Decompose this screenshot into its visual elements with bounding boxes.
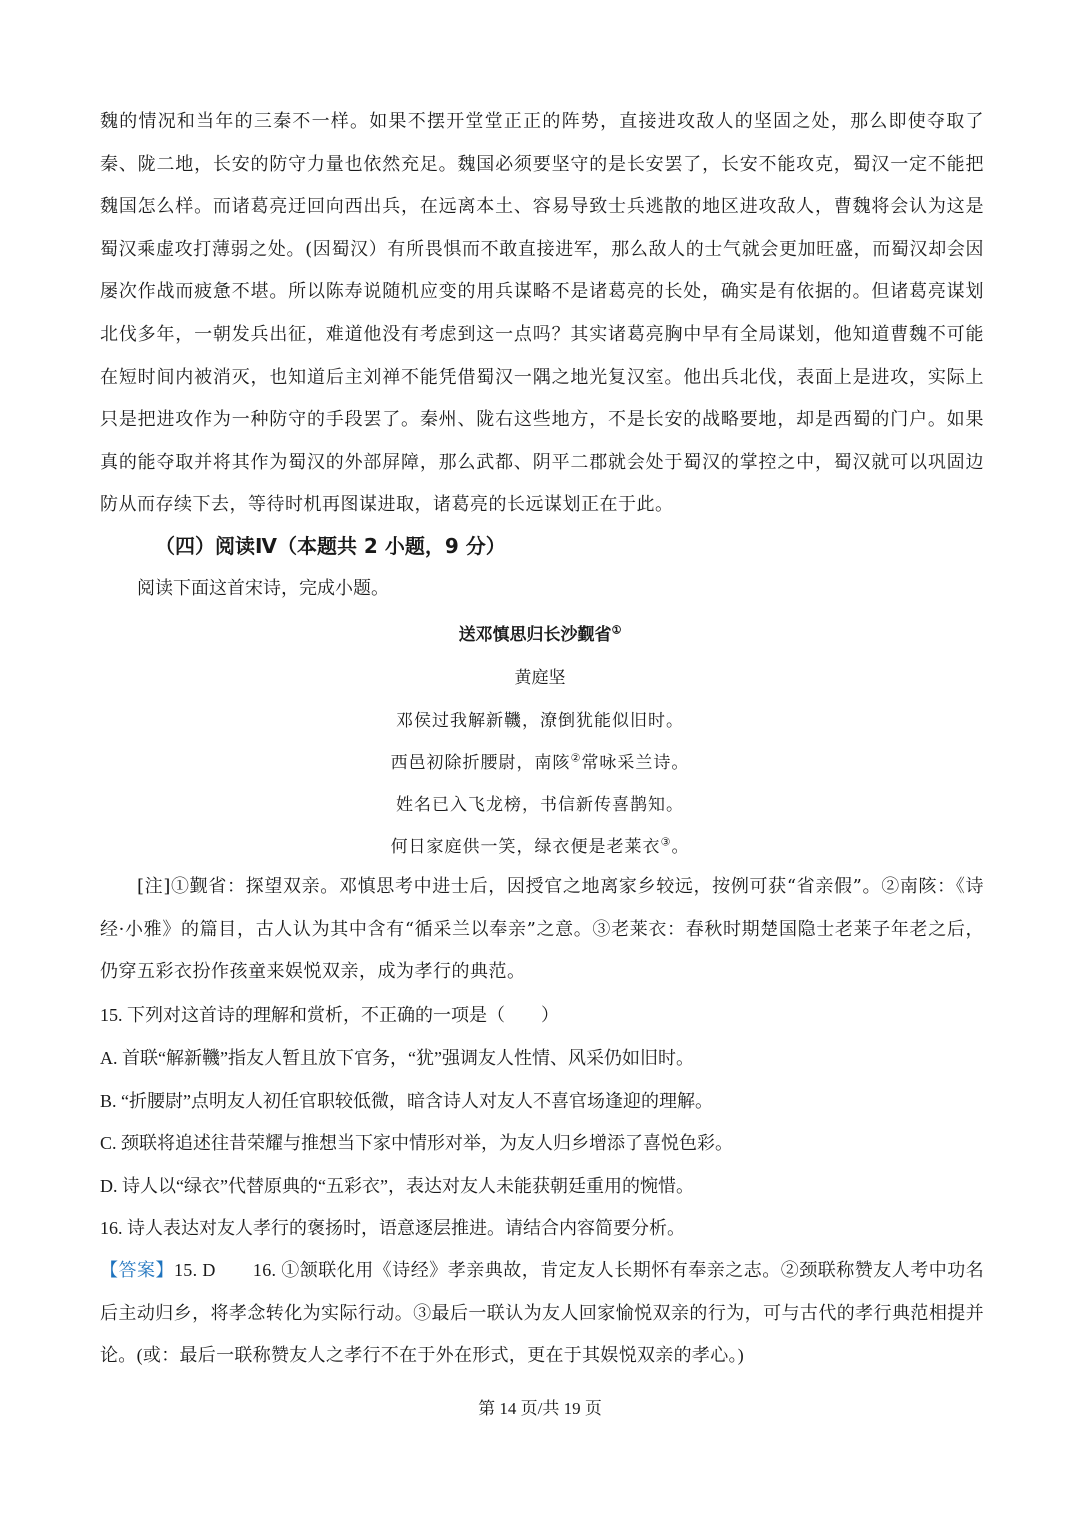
question-15-option-c: C. 颈联将追述往昔荣耀与推想当下家中情形对举，为友人归乡增添了喜悦色彩。 xyxy=(100,1133,734,1153)
answer-tag: 【答案】 xyxy=(100,1260,174,1280)
poem-title: 送邓慎思归长沙觐省① xyxy=(458,623,622,645)
question-15-option-d: D. 诗人以“绿衣”代替原典的“五彩衣”，表达对友人未能获朝廷重用的惋惜。 xyxy=(100,1176,694,1196)
question-16: 16. 诗人表达对友人孝行的褒扬时，语意逐层推进。请结合内容简要分析。 xyxy=(100,1218,685,1238)
poem-title-note-marker: ① xyxy=(611,623,622,637)
poem-line-1: 邓侯过我解新鞿，潦倒犹能似旧时。 xyxy=(396,711,684,731)
poem-author: 黄庭坚 xyxy=(514,668,566,688)
poem-note-marker-2: ② xyxy=(570,751,582,765)
poem-line-4: 何日家庭供一笑，绿衣便是老莱衣③。 xyxy=(390,835,690,857)
answer-block xyxy=(100,1249,984,1377)
passage-text: 魏的情况和当年的三秦不一样。如果不摆开堂堂正正的阵势，直接进攻敌人的坚固之处，那么即使夺取了秦、陇二地，长安的防守力量也依然充足。魏国必须要坚守的是长安罢了，长安不能攻克，蜀汉一定不能把魏国怎么样。而诸葛亮迂回向西出兵，在远离本土、容易导致士兵逃散的地区进攻敌人，曹魏将会认为这是蜀汉乘虚攻打薄弱之处。(因蜀汉）有所畏惧而不敢直接进军，那么敌人的士气就会更加旺盛，而蜀汉却会因屡次作战而疲惫不堪。所以陈寿说随机应变的用兵谋略不是诸葛亮的长处，确实是有依据的。但诸葛亮谋划北伐多年，一朝发兵出征，难道他没有考虑到这一点吗？其实诸葛亮胸中早有全局谋划，他知道曹魏不可能在短时间内被消灭，也知道后主刘禅不能凭借蜀汉一隅之地光复汉室。他出兵北伐，表面上是进攻，实际上只是把进攻作为一种防守的手段罢了。秦州、陇右这些地方，不是长安的战略要地，却是西蜀的门户。如果真的能夺取并将其作为蜀汉的外部屏障，那么武都、阴平二郡就会处于蜀汉的掌控之中，蜀汉就可以巩固边防从而存续下去，等待时机再图谋进取，诸葛亮的长远谋划正在于此。 xyxy=(100,111,984,516)
question-15: 15. 下列对这首诗的理解和赏析，不正确的一项是（ ） xyxy=(100,1005,559,1025)
poem-line-2: 西邑初除折腰尉，南陔②常咏采兰诗。 xyxy=(390,751,690,773)
section-title: （四）阅读Ⅳ（本题共 2 小题，9 分） xyxy=(155,534,506,558)
page-number-footer: 第 14 页/共 19 页 xyxy=(478,1399,602,1418)
question-15-option-b: B. “折腰尉”点明友人初任官职较低微，暗含诗人对友人不喜官场逢迎的理解。 xyxy=(100,1091,713,1111)
poem-line-3: 姓名已入飞龙榜，书信新传喜鹊知。 xyxy=(396,795,684,815)
answer-text: 15. D 16. ①颔联化用《诗经》孝亲典故，肯定友人长期怀有奉亲之志。②颈联称赞友人考中功名后主动归乡，将孝念转化为实际行动。③最后一联认为友人回家愉悦双亲的行为，可与古代的孝行典范相提并论。(或：最后一联称赞友人之孝行不在于外在形式，更在于其娱悦双亲的孝心。) xyxy=(100,1260,984,1366)
poem-annotations: [注]①觐省：探望双亲。邓慎思考中进士后，因授官之地离家乡较远，按例可获“省亲假”。②南陔：《诗经·小雅》的篇目，古人认为其中含有“循采兰以奉亲”之意。③老莱衣：春秋时期楚国隐士老莱子年老之后，仍穿五彩衣扮作孩童来娱悦双亲，成为孝行的典范。 xyxy=(100,876,984,983)
question-15-option-a: A. 首联“解新鞿”指友人暂且放下官务，“犹”强调友人性情、风采仍如旧时。 xyxy=(100,1048,694,1068)
section-intro: 阅读下面这首宋诗，完成小题。 xyxy=(137,578,389,599)
poem-note-marker-3: ③ xyxy=(660,835,672,849)
